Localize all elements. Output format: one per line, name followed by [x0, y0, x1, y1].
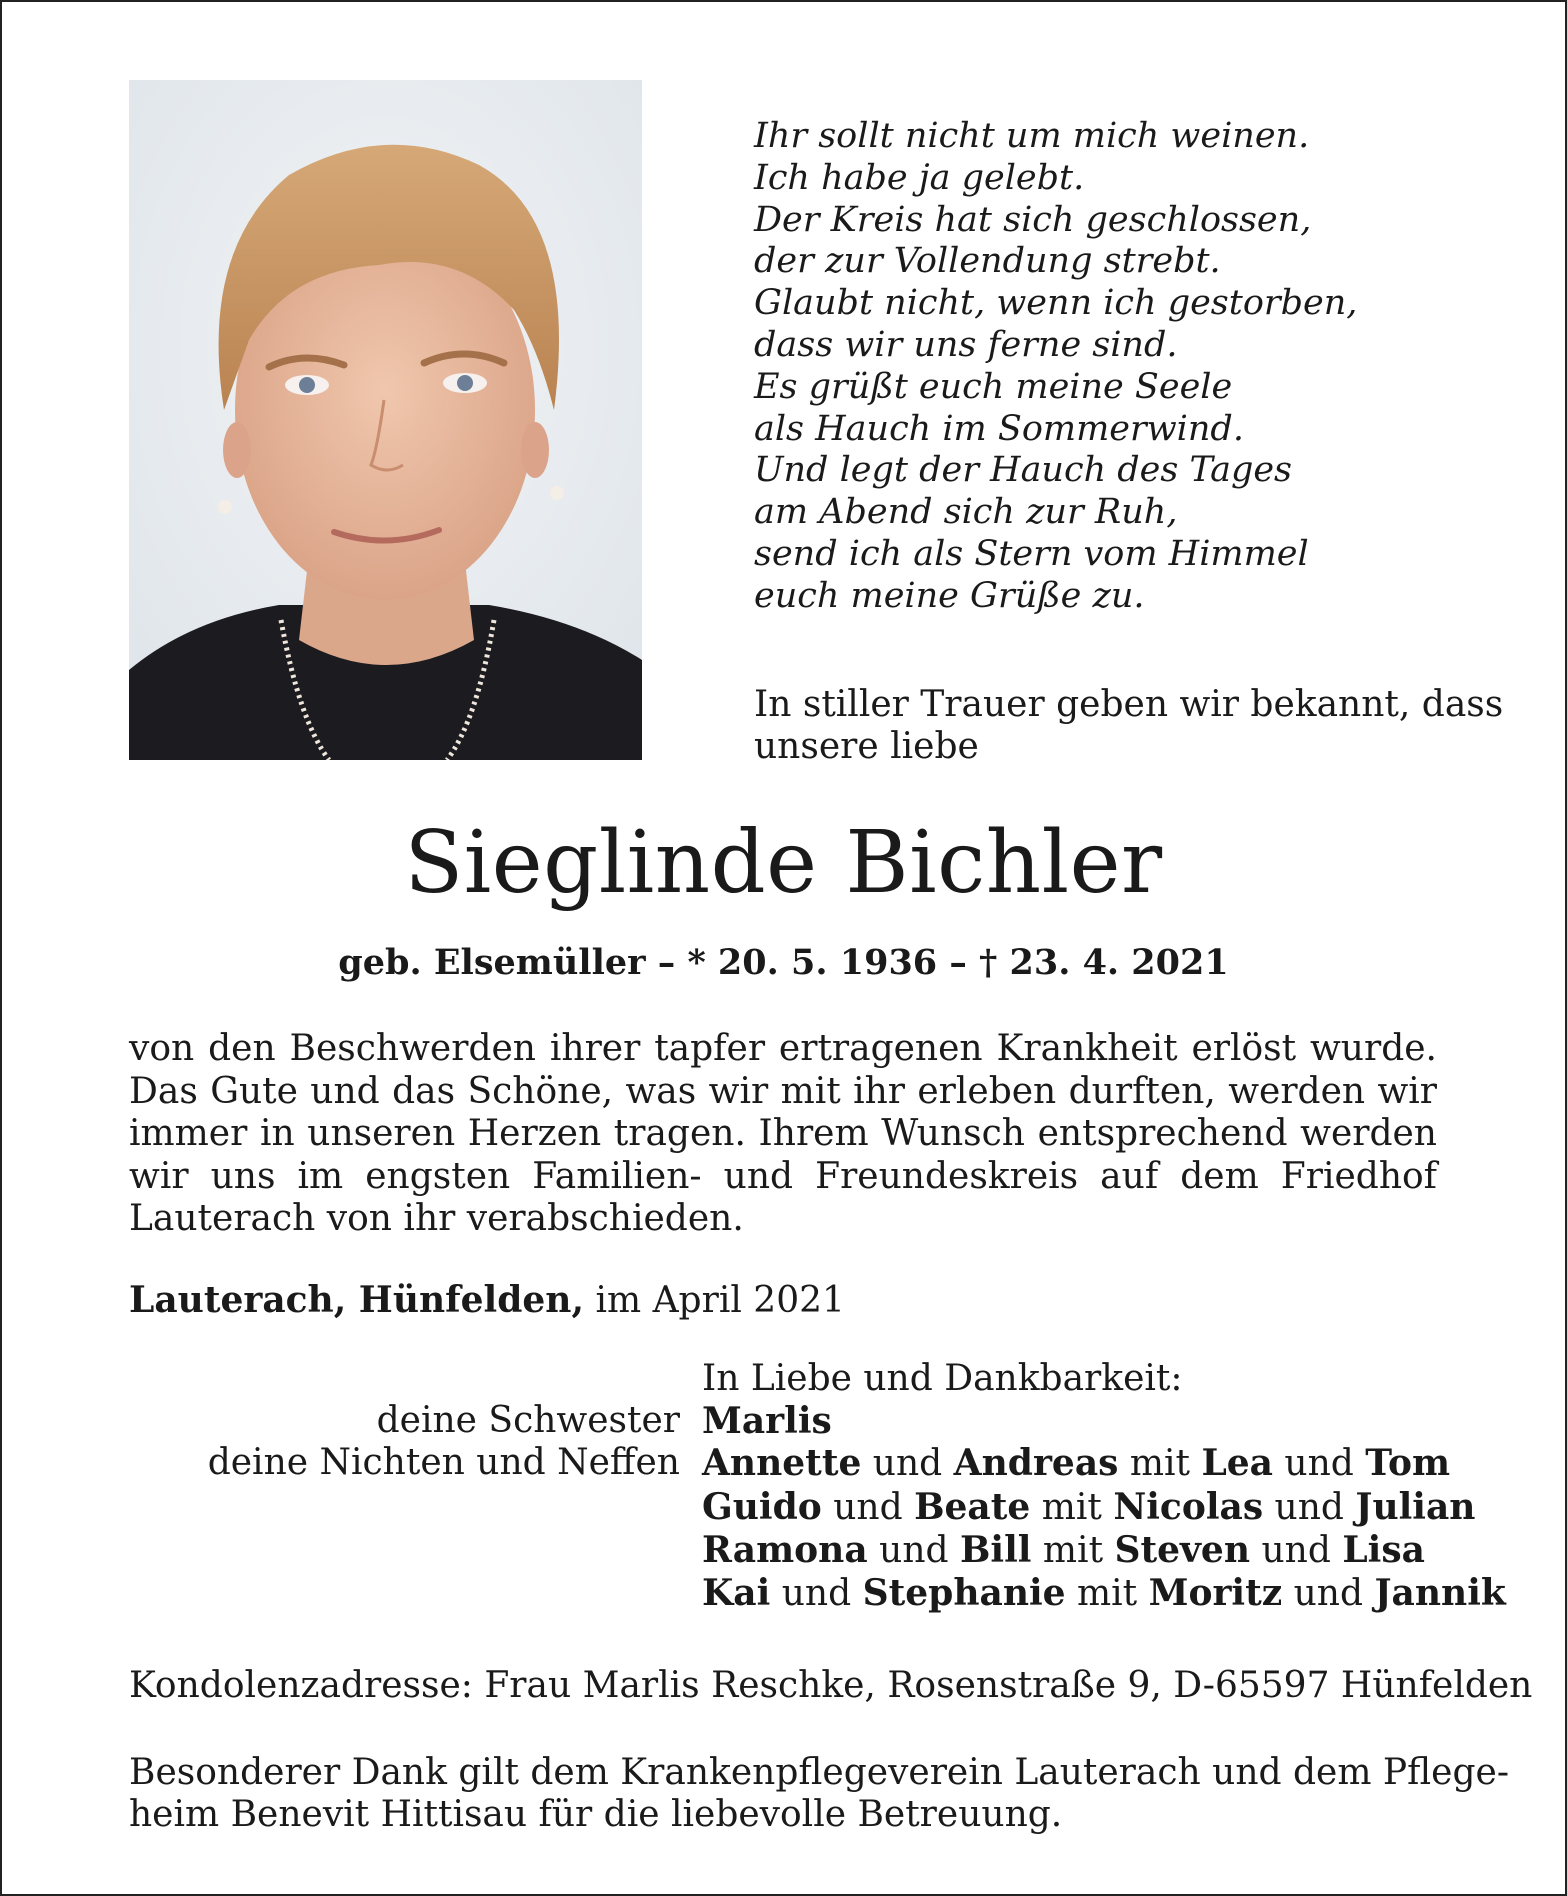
- poem-line: der zur Vollendung strebt.: [754, 241, 1221, 282]
- connector: und: [821, 1486, 915, 1528]
- family-heading-row: [120, 1358, 1450, 1400]
- nieces-label: deine Nichten und Neffen: [207, 1442, 680, 1484]
- relative-name: Annette: [702, 1442, 862, 1485]
- relative-name: Steven: [1114, 1528, 1251, 1571]
- thanks-line: heim Benevit Hittisau für die liebevolle Betreuung.: [129, 1794, 1063, 1835]
- intro-line: In stiller Trauer geben wir bekannt, dass: [754, 684, 1504, 725]
- portrait-photo: [129, 80, 642, 760]
- poem-line: Glaubt nicht, wenn ich gestorben,: [754, 283, 1358, 324]
- announcement-body: von den Beschwerden ihrer tapfer ertragenen Krankheit erlöst wurde. Das Gute und das Schöne, was wir mit ihr erleben durften, werden wir immer in unseren Herzen tragen. Ihrem Wunsch entsprechend werden wir uns im engsten Familien- und Freundeskreis auf dem Friedhof Lauterach von ihr verabschieden.: [129, 1028, 1437, 1239]
- relative-name: Nicolas: [1113, 1485, 1264, 1528]
- family-group: [702, 1572, 1506, 1615]
- relative-name: Julian: [1355, 1485, 1476, 1528]
- poem-line: als Hauch im Sommerwind.: [754, 408, 1244, 449]
- connector: und: [1272, 1443, 1366, 1485]
- poem-line: Der Kreis hat sich geschlossen,: [754, 199, 1312, 240]
- poem-line: Und legt der Hauch des Tages: [754, 450, 1293, 491]
- relative-name: Tom: [1365, 1442, 1451, 1485]
- relative-name: Lisa: [1342, 1528, 1425, 1571]
- connector: und: [1282, 1573, 1375, 1615]
- connector: und: [867, 1529, 960, 1571]
- intro-line: unsere liebe: [754, 726, 979, 767]
- poem-line: Ich habe ja gelebt.: [754, 157, 1085, 198]
- relative-name: Ramona: [702, 1528, 868, 1571]
- connector: mit: [1030, 1486, 1114, 1528]
- connector: mit: [1031, 1529, 1115, 1571]
- family-group: [702, 1442, 1450, 1485]
- poem-line: dass wir uns ferne sind.: [754, 324, 1178, 365]
- relative-name: Kai: [702, 1572, 771, 1615]
- poem-line: Es grüßt euch meine Seele: [754, 366, 1233, 407]
- place-date: [129, 1278, 845, 1323]
- place-location: Lauterach, Hünfelden,: [129, 1279, 585, 1321]
- poem-line: am Abend sich zur Ruh,: [754, 492, 1178, 533]
- relative-name: Lea: [1201, 1442, 1273, 1485]
- relative-name: Bill: [960, 1528, 1032, 1571]
- family-group: [702, 1529, 1425, 1572]
- birth-death-dates: geb. Elsemüller – * 20. 5. 1936 – † 23. 4. 2021: [338, 942, 1229, 983]
- family-group-row: [120, 1442, 1450, 1485]
- family-group: [702, 1486, 1475, 1529]
- connector: und: [1263, 1486, 1356, 1528]
- condolence-address: Kondolenzadresse: Frau Marlis Reschke, Rosenstraße 9, D-65597 Hünfelden: [129, 1665, 1533, 1706]
- thanks-line: Besonderer Dank gilt dem Krankenpflegeverein Lauterach und dem Pflege-: [129, 1752, 1509, 1793]
- place-date-text: im April 2021: [595, 1280, 845, 1321]
- sister-name: Marlis: [702, 1400, 832, 1443]
- poem: [754, 116, 1454, 618]
- relative-name: Andreas: [953, 1442, 1119, 1485]
- announcement-intro: [754, 684, 1504, 768]
- poem-line: Ihr sollt nicht um mich weinen.: [754, 116, 1310, 156]
- poem-line: euch meine Grüße zu.: [754, 575, 1145, 616]
- connector: mit: [1065, 1573, 1149, 1615]
- connector: und: [1250, 1529, 1343, 1571]
- family-sister-row: [120, 1400, 1450, 1442]
- relative-name: Moritz: [1148, 1572, 1283, 1615]
- family-group-row: [120, 1529, 1450, 1572]
- deceased-name: Sieglinde Bichler: [404, 813, 1163, 913]
- connector: und: [861, 1443, 954, 1485]
- relative-name: Beate: [914, 1485, 1031, 1528]
- poem-line: send ich als Stern vom Himmel: [754, 533, 1309, 574]
- family-heading: In Liebe und Dankbarkeit:: [702, 1358, 1183, 1399]
- sister-label: deine Schwester: [376, 1400, 680, 1442]
- family-group-row: [120, 1572, 1506, 1615]
- connector: und: [770, 1573, 863, 1615]
- connector: mit: [1118, 1443, 1202, 1485]
- special-thanks: [129, 1752, 1509, 1836]
- relative-name: Stephanie: [862, 1572, 1066, 1615]
- relative-name: Guido: [702, 1485, 822, 1528]
- family-group-row: [120, 1485, 1476, 1529]
- relative-name: Jannik: [1374, 1572, 1506, 1615]
- family-signatures: [120, 1358, 1506, 1615]
